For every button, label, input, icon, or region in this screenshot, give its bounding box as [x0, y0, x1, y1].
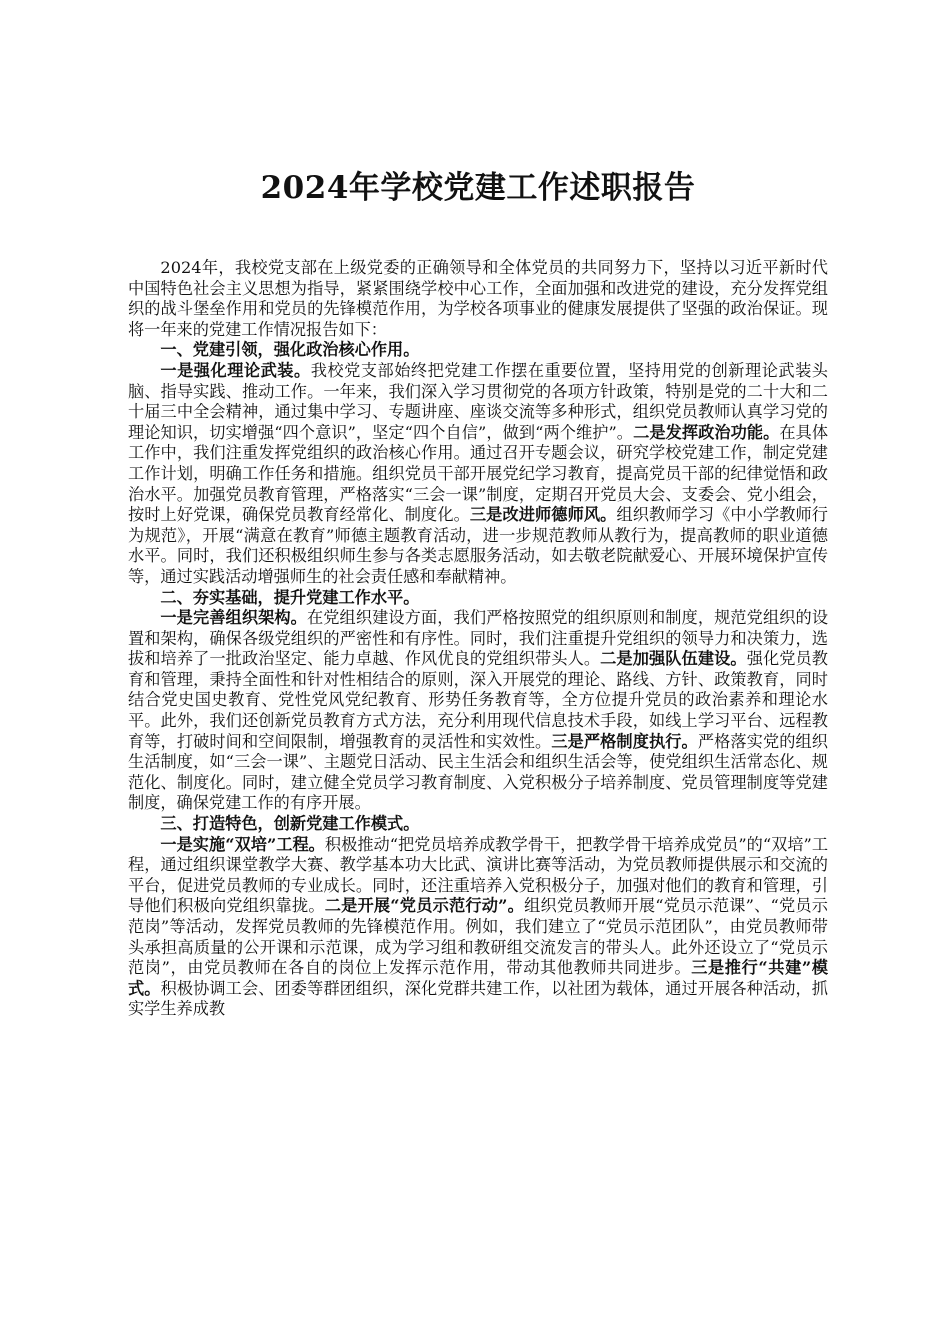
document-title: 2024年学校党建工作述职报告 [260, 170, 696, 206]
section-3-point-1-label: 一是实施“双培”工程。 [160, 834, 325, 854]
section-1-body [128, 361, 828, 588]
section-3-body [128, 835, 828, 1020]
section-3-point-3-text: 积极协调工会、团委等群团组织，深化党群共建工作，以社团为载体，通过开展各种活动，抓实学生养成教 [128, 978, 828, 1019]
section-3-point-2-label: 二是开展“党员示范行动”。 [324, 896, 525, 916]
section-3-point-2-text: 组织党员教师开展“党员示范课”、“党员示范岗”等活动，发挥党员教师的先锋模范作用。例如，我们建立了“党员示范团队”，由党员教师带头承担高质量的公开课和示范课，成为学习组和教研组交流发言的带头人。此外还设立了“党员示范岗”，由党员教师在各自的岗位上发挥示范作用，带动其他教师共同进步。 [128, 896, 828, 978]
section-1-point-2-text: 在具体工作中，我们注重发挥党组织的政治核心作用。通过召开专题会议，研究学校党建工作，制定党建工作计划，明确工作任务和措施。组织党员干部开展党纪学习教育，提高党员干部的纪律觉悟和政治水平。加强党员教育管理，严格落实“三会一课”制度，定期召开党员大会、支委会、党小组会，按时上好党课，确保党员教育经常化、制度化。 [128, 422, 829, 525]
section-2-point-3-label: 三是严格制度执行。 [551, 731, 698, 751]
section-3-heading: 三、打造特色，创新党建工作模式。 [160, 814, 420, 834]
section-3-point-3-label: 三是推行“共建”模式。 [128, 958, 828, 998]
section-1-point-2-label: 二是发挥政治功能。 [633, 422, 780, 442]
section-2-point-1-text: 在党组织建设方面，我们严格按照党的组织原则和制度，规范党组织的设置和架构，确保各级党组织的严密性和有序性。同时，我们注重提升党组织的领导力和决策力，选拔和培养了一批政治坚定、能力卓越、作风优良的党组织带头人。 [128, 608, 829, 669]
section-1-point-3-label: 三是改进师德师风。 [469, 505, 617, 525]
intro-paragraph: 2024年，我校党支部在上级党委的正确领导和全体党员的共同努力下，坚持以习近平新时代中国特色社会主义思想为指导，紧紧围绕学校中心工作，全面加强和改进党的建设，充分发挥党组织的战斗堡垒作用和党员的先锋模范作用，为学校各项事业的健康发展提供了坚强的政治保证。现将一年来的党建工作情况报告如下： [128, 258, 828, 339]
section-3-point-1-text: 积极推动“把党员培养成教学骨干，把教学骨干培养成党员”的“双培”工程，通过组织课堂教学大赛、教学基本功大比武、演讲比赛等活动，为党员教师提供展示和交流的平台，促进党员教师的专业成长。同时，还注重培养入党积极分子，加强对他们的教育和管理，引导他们积极向党组织靠拢。 [128, 834, 829, 916]
section-2-point-2-text: 强化党员教育和管理，秉持全面性和针对性相结合的原则，深入开展党的理论、路线、方针、政策教育，同时结合党史国史教育、党性党风党纪教育、形势任务教育等，全方位提升党员的政治素养和理论水平。此外，我们还创新党员教育方式方法，充分利用现代信息技术手段，如线上学习平台、远程教育等，打破时间和空间限制，增强教育的灵活性和实效性。 [128, 649, 828, 751]
section-2-body [128, 608, 828, 814]
section-2-point-3-text: 严格落实党的组织生活制度，如“三会一课”、主题党日活动、民主生活会和组织生活会等，使党组织生活常态化、规范化、制度化。同时，建立健全党员学习教育制度、入党积极分子培养制度、党员管理制度等党建制度，确保党建工作的有序开展。 [128, 731, 828, 813]
section-1-point-3-text: 组织教师学习《中小学教师行为规范》，开展“满意在教育”师德主题教育活动，进一步规范教师从教行为，提高教师的职业道德水平。同时，我们还积极组织师生参与各类志愿服务活动，如去敬老院献爱心、开展环境保护宣传等，通过实践活动增强师生的社会责任感和奉献精神。 [128, 505, 828, 586]
section-1-point-1-label: 一是强化理论武装。 [160, 360, 311, 380]
section-2-point-2-label: 二是加强队伍建设。 [600, 649, 747, 669]
document-page [128, 166, 828, 1020]
section-2-heading: 二、夯实基础，提升党建工作水平。 [160, 587, 420, 607]
section-1-heading: 一、党建引领，强化政治核心作用。 [160, 340, 420, 360]
section-1-point-1-text: 我校党支部始终把党建工作摆在重要位置，坚持用党的创新理论武装头脑、指导实践、推动工作。一年来，我们深入学习贯彻党的各项方针政策，特别是党的二十大和二十届三中全会精神，通过集中学习、专题讲座、座谈交流等多种形式，组织党员教师认真学习党的理论知识，切实增强“四个意识”，坚定“四个自信”，做到“两个维护”。 [128, 360, 828, 442]
section-2-point-1-label: 一是完善组织架构。 [160, 608, 307, 628]
